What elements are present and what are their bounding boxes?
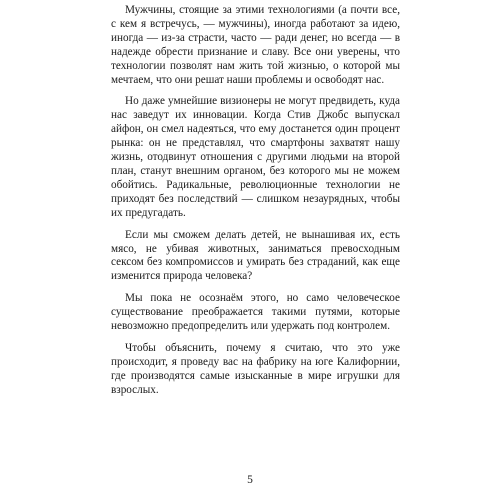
- paragraph-1: Мужчины, стоящие за этими технологиями (а почти все, с кем я встречусь, — мужчины), иногда работают за идею, иногда — из-за страсти, часто — ради денег, но всегда — в надежде обрести признание и славу. Все они уверены, что технологии позволят нам жить той жизнью, о которой мы мечтаем, что они решат наши проблемы и освободят нас.: [111, 4, 400, 86]
- page-number: 5: [247, 474, 253, 486]
- body-text: [111, 4, 400, 406]
- paragraph-3: Если мы сможем делать детей, не вынашивая их, есть мясо, не убивая животных, заниматься превосходным сексом без компромиссов и умирать без страданий, как еще изменится природа человека?: [111, 228, 400, 283]
- paragraph-5: Чтобы объяснить, почему я считаю, что это уже происходит, я проведу вас на фабрику на юге Калифорнии, где производятся самые изысканные в мире игрушки для взрослых.: [111, 341, 400, 396]
- paragraph-4: Мы пока не осознаём этого, но само человеческое существование преображается такими путями, которые невозможно предопределить или удержать под контролем.: [111, 292, 400, 333]
- paragraph-2: Но даже умнейшие визионеры не могут предвидеть, куда нас заведут их инновации. Когда Стив Джобс выпускал айфон, он смел надеяться, что ему достанется один процент рынка: он не представлял, что смартфоны захватят нашу жизнь, отодвинут отношения с другими людьми на второй план, станут внешним органом, без которого мы не можем обойтись. Радикальные, революционные технологии не приходят без последствий — слишком незаурядных, чтобы их предугадать.: [111, 95, 400, 219]
